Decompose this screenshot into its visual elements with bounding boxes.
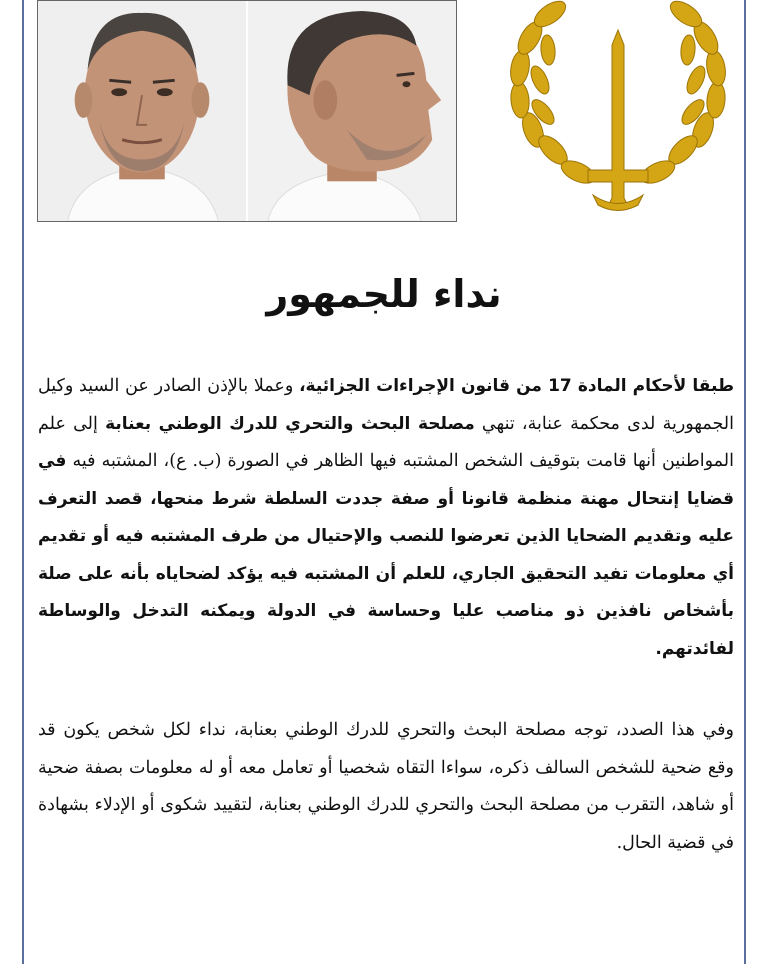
suspect-photos [37, 0, 457, 222]
laurel-wreath-right [638, 0, 728, 188]
notice-paragraph-2: وفي هذا الصدد، توجه مصلحة البحث والتحري للدرك الوطني بعنابة، نداء لكل شخص يكون قد وقع ضحية للشخص السالف ذكره، سواءا التقاه شخصيا أو تعامل معه أو له معلومات بصفة ضحية أو شاهد، التقرب من مصلحة البحث والتحري للدرك الوطني بعنابة، لتقييد شكوى أو الإدلاء بشهادة في قضية الحال. [38, 720, 734, 853]
agency-name: مصلحة البحث والتحري للدرك الوطني بعنابة [105, 413, 475, 434]
suspect-profile-photo [248, 1, 456, 221]
charges-text: في قضايا إنتحال مهنة منظمة قانونا أو صفة جددت السلطة شرط منحها، قصد التعرف عليه وتقديم الضحايا الذين تعرضوا للنصب والإحتيال من طرف المشتبه فيه أو تقديم أي معلومات تفيد التحقيق الجاري، للعلم أن المشتبه فيه يؤكد لضحاياه بأنه على صلة بأشخاص نافذين ذو مناصب عليا وحساسة في الدولة ويمكنه التدخل والوساطة لفائدتهم. [38, 451, 734, 659]
suspect-front-photo [38, 1, 246, 221]
laurel-wreath-left [508, 0, 598, 188]
notice-paragraph-1 [38, 368, 734, 668]
legal-basis-text: طبقا لأحكام المادة 17 من قانون الإجراءات الجزائية، [299, 376, 734, 396]
sword-icon [588, 30, 648, 206]
arrest-text: إلى علم المواطنين أنها قامت بتوقيف الشخص المشتبه فيها الظاهر في الصورة (ب. ع)، المشتبه فيه [38, 413, 734, 471]
authorization-text: وعملا بالإذن الصادر عن السيد وكيل الجمهورية لدى محكمة عنابة، تنهي [38, 376, 734, 434]
gendarmerie-emblem [498, 0, 738, 222]
page-title: نداء للجمهور [266, 272, 502, 316]
